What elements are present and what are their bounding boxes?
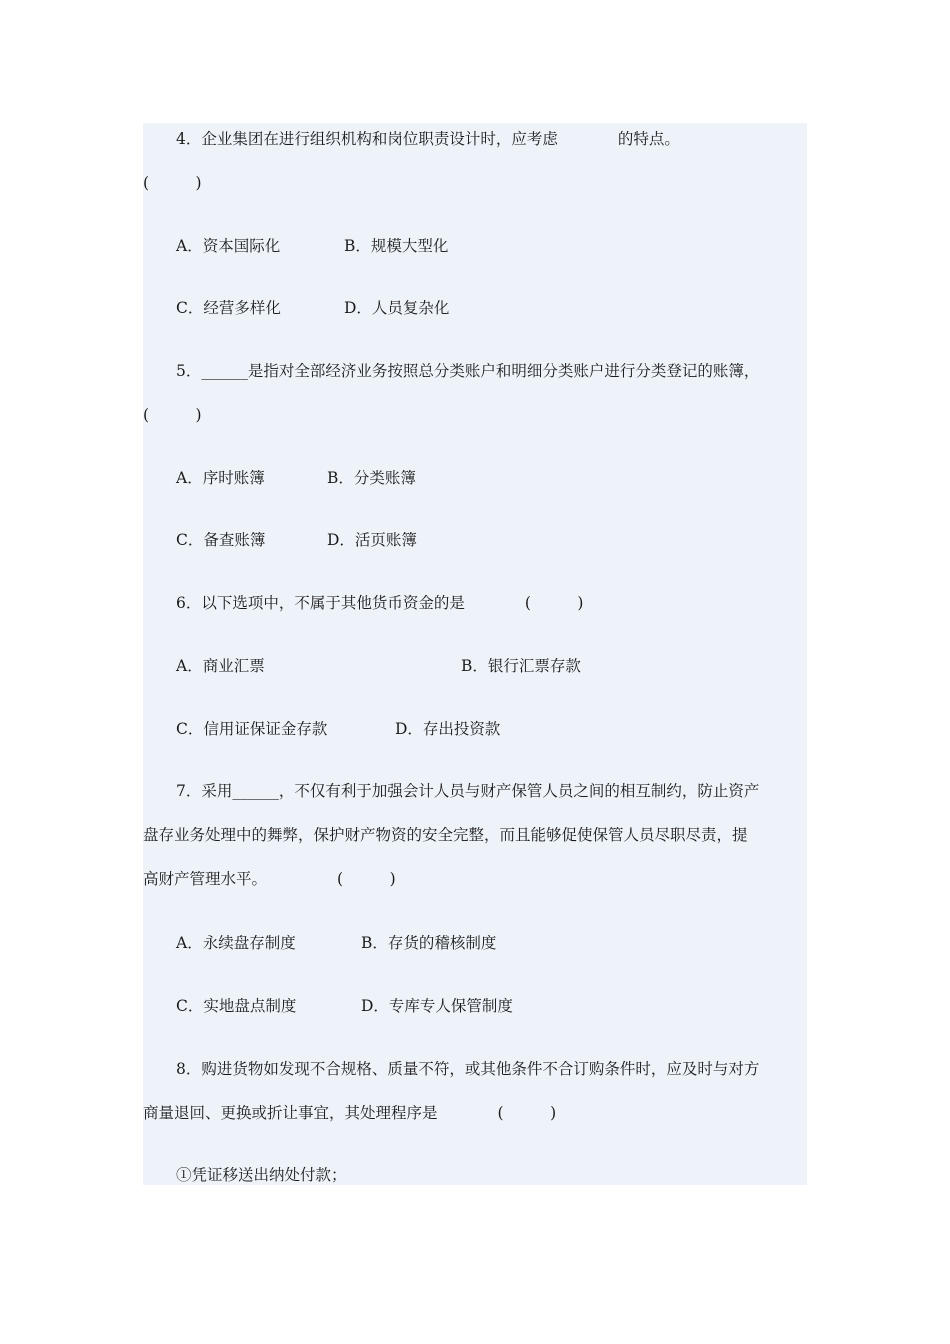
- question-6-option-a: A．商业汇票: [176, 657, 265, 675]
- question-8-text: 商量退回、更换或折让事宜，其处理程序是: [143, 1104, 438, 1122]
- question-8-line-1: 8．购进货物如发现不合规格、质量不符，或其他条件不合订购条件时，应及时与对方: [176, 1060, 760, 1078]
- question-6-option-c: C．信用证保证金存款: [176, 720, 328, 738]
- question-6-paren: ( ): [524, 594, 584, 612]
- question-panel: [143, 123, 807, 1185]
- question-6-option-d: D．存出投资款: [395, 720, 501, 738]
- question-8-paren: ( ): [497, 1104, 557, 1122]
- question-5-option-d: D．活页账簿: [327, 531, 417, 549]
- question-7-line-2: 盘存业务处理中的舞弊，保护财产物资的安全完整，而且能够促使保管人员尽职尽责，提: [143, 826, 748, 844]
- question-4-option-b: B．规模大型化: [344, 237, 449, 255]
- question-4-option-d: D．人员复杂化: [344, 299, 450, 317]
- question-7-line-3: [143, 869, 396, 889]
- question-8-line-2: [143, 1103, 556, 1123]
- question-6-text: 6．以下选项中，不属于其他货币资金的是: [176, 594, 465, 612]
- question-5-paren: ( ): [143, 406, 202, 424]
- question-7-option-d: D．专库专人保管制度: [361, 997, 513, 1015]
- question-5-stem: 5．______是指对全部经济业务按照总分类账户和明细分类账户进行分类登记的账簿，: [176, 362, 760, 380]
- question-7-option-b: B．存货的稽核制度: [361, 934, 497, 952]
- question-4-text: 4．企业集团在进行组织机构和岗位职责设计时，应考虑: [176, 130, 558, 148]
- question-5-option-c: C．备查账簿: [176, 531, 266, 549]
- question-4-option-a: A．资本国际化: [176, 237, 281, 255]
- question-7-line-1: 7．采用______，不仅有利于加强会计人员与财产保管人员之间的相互制约，防止资产: [176, 782, 760, 800]
- question-5-option-a: A．序时账簿: [176, 469, 265, 487]
- question-6-stem: [176, 593, 583, 613]
- question-4-option-c: C．经营多样化: [176, 299, 281, 317]
- question-4-tail: 的特点。: [617, 130, 680, 148]
- question-6-option-b: B．银行汇票存款: [461, 657, 581, 675]
- question-4-paren: ( ): [143, 174, 202, 192]
- question-5-option-b: B．分类账簿: [327, 469, 416, 487]
- question-7-paren: ( ): [337, 870, 396, 888]
- question-7-text: 高财产管理水平。: [143, 870, 268, 888]
- question-7-option-a: A．永续盘存制度: [176, 934, 296, 952]
- question-4-stem: [176, 129, 680, 149]
- question-7-option-c: C．实地盘点制度: [176, 997, 297, 1015]
- question-8-step-1: ①凭证移送出纳处付款；: [176, 1166, 347, 1184]
